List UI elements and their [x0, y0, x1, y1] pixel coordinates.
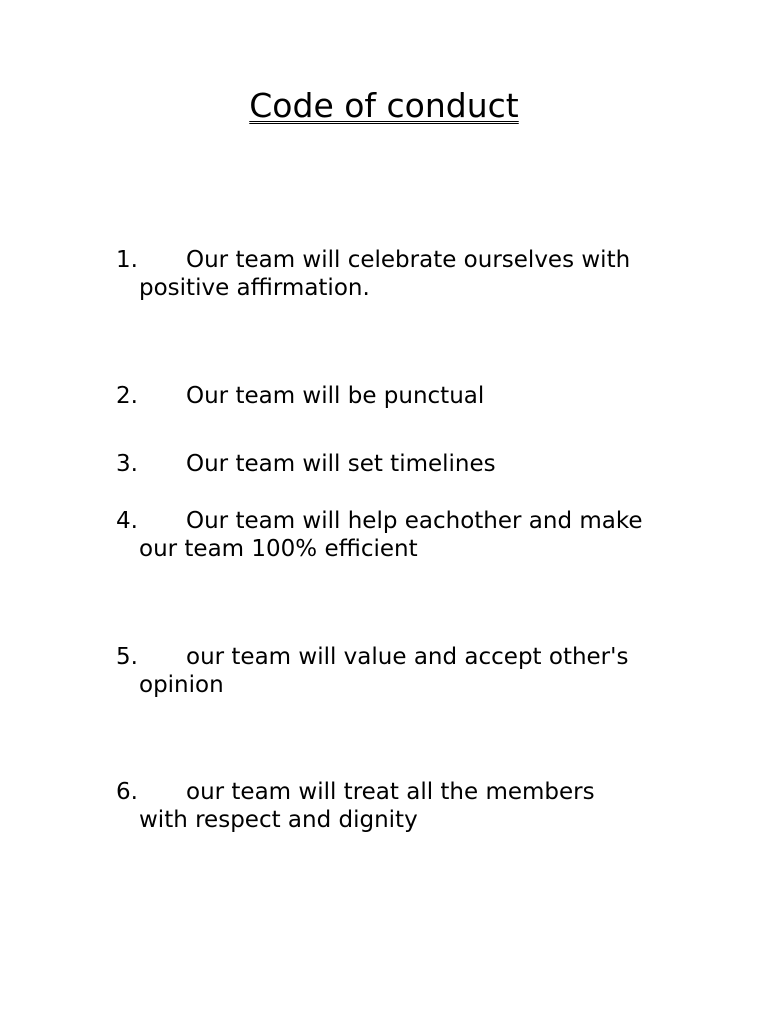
list-item-text-continuation: our team 100% efficient [139, 536, 418, 562]
list-item-text: our team will value and accept other's [186, 644, 629, 670]
list-item-text-continuation: positive affirmation. [139, 275, 370, 301]
list-item-number: 1. [116, 247, 138, 273]
list-item [116, 507, 716, 563]
list-item-text-continuation: opinion [139, 672, 224, 698]
page-title-text: Code of conduct [249, 86, 519, 125]
page-title [0, 86, 768, 126]
list-item [116, 246, 716, 302]
list-item-number: 3. [116, 451, 138, 477]
list-item-text: Our team will set timelines [186, 451, 496, 477]
list-item [116, 643, 716, 699]
list-item-number: 5. [116, 644, 138, 670]
list-item-text: Our team will be punctual [186, 383, 485, 409]
list-item-text: Our team will help eachother and make [186, 508, 643, 534]
list-item-number: 6. [116, 779, 138, 805]
list-item-text-continuation: with respect and dignity [139, 807, 418, 833]
list-item-number: 2. [116, 383, 138, 409]
list-item [116, 382, 716, 410]
list-item [116, 450, 716, 478]
list-item-text: Our team will celebrate ourselves with [186, 247, 631, 273]
list-item [116, 778, 716, 834]
list-item-number: 4. [116, 508, 138, 534]
list-item-text: our team will treat all the members [186, 779, 595, 805]
